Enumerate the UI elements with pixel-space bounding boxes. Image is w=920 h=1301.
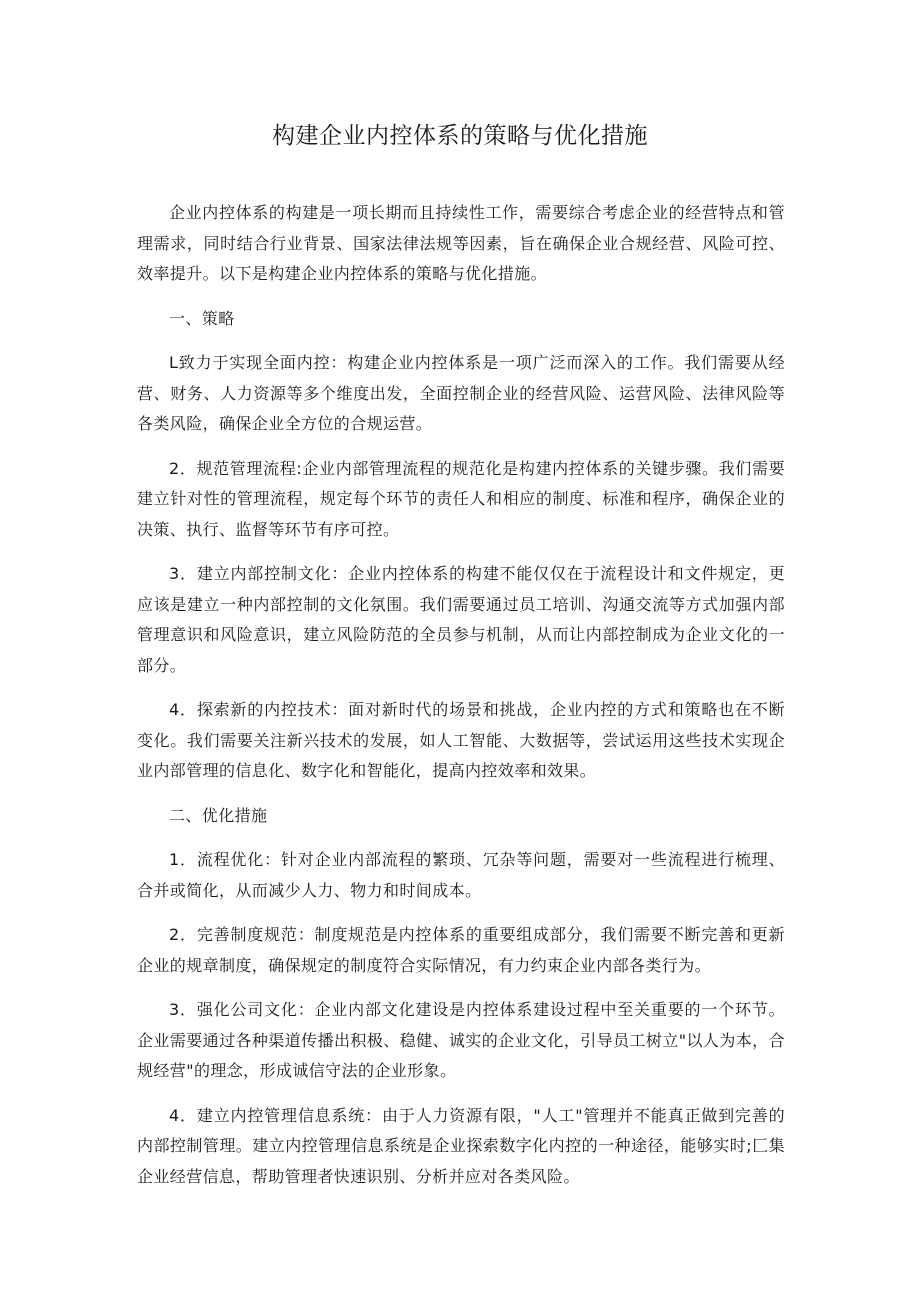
document-title: 构建企业内控体系的策略与优化措施 xyxy=(272,123,648,149)
strategy-item-3: 3．建立内部控制文化：企业内控体系的构建不能仅仅在于流程设计和文件规定，更应该是建立一种内部控制的文化氛围。我们需要通过员工培训、沟通交流等方式加强内部管理意识和风险意识，建立风险防范的全员参与机制，从而让内部控制成为企业文化的一部分。 xyxy=(137,564,785,675)
document-body xyxy=(137,198,785,1206)
optimization-item-1: 1．流程优化：针对企业内部流程的繁琐、冗杂等问题，需要对一些流程进行梳理、合并或简化，从而减少人力、物力和时间成本。 xyxy=(137,850,785,900)
optimization-item-4: 4．建立内控管理信息系统：由于人力资源有限，"人工"管理并不能真正做到完善的内部控制管理。建立内控管理信息系统是企业探索数字化内控的一种途径，能够实时;匚集企业经营信息，帮助管理者快速识别、分析并应对各类风险。 xyxy=(137,1105,785,1186)
section-heading-strategy: 一、策略 xyxy=(169,308,235,328)
section-heading-optimization: 二、优化措施 xyxy=(169,805,268,825)
intro-paragraph: 企业内控体系的构建是一项长期而且持续性工作，需要综合考虑企业的经营特点和管理需求，同时结合行业背景、国家法律法规等因素，旨在确保企业合规经营、风险可控、效率提升。以下是构建企业内控体系的策略与优化措施。 xyxy=(137,203,785,283)
optimization-item-2: 2．完善制度规范：制度规范是内控体系的重要组成部分，我们需要不断完善和更新企业的规章制度，确保规定的制度符合实际情况，有力约束企业内部各类行为。 xyxy=(137,925,785,975)
strategy-item-1: L致力于实现全面内控：构建企业内控体系是一项广泛而深入的工作。我们需要从经营、财务、人力资源等多个维度出发，全面控制企业的经营风险、运营风险、法律风险等各类风险，确保企业全方位的合规运营。 xyxy=(137,353,785,433)
strategy-item-4: 4．探索新的内控技术：面对新时代的场景和挑战，企业内控的方式和策略也在不断变化。我们需要关注新兴技术的发展，如人工智能、大数据等，尝试运用这些技术实现企业内部管理的信息化、数字化和智能化，提高内控效率和效果。 xyxy=(137,700,785,780)
strategy-item-2: 2．规范管理流程:企业内部管理流程的规范化是构建内控体系的关键步骤。我们需要建立针对性的管理流程，规定每个环节的责任人和相应的制度、标准和程序，确保企业的决策、执行、监督等环节有序可控。 xyxy=(137,458,785,539)
optimization-item-3: 3．强化公司文化：企业内部文化建设是内控体系建设过程中至关重要的一个环节。企业需要通过各种渠道传播出积极、稳健、诚实的企业文化，引导员工树立"以人为本，合规经营"的理念，形成诚信守法的企业形象。 xyxy=(137,1000,785,1080)
